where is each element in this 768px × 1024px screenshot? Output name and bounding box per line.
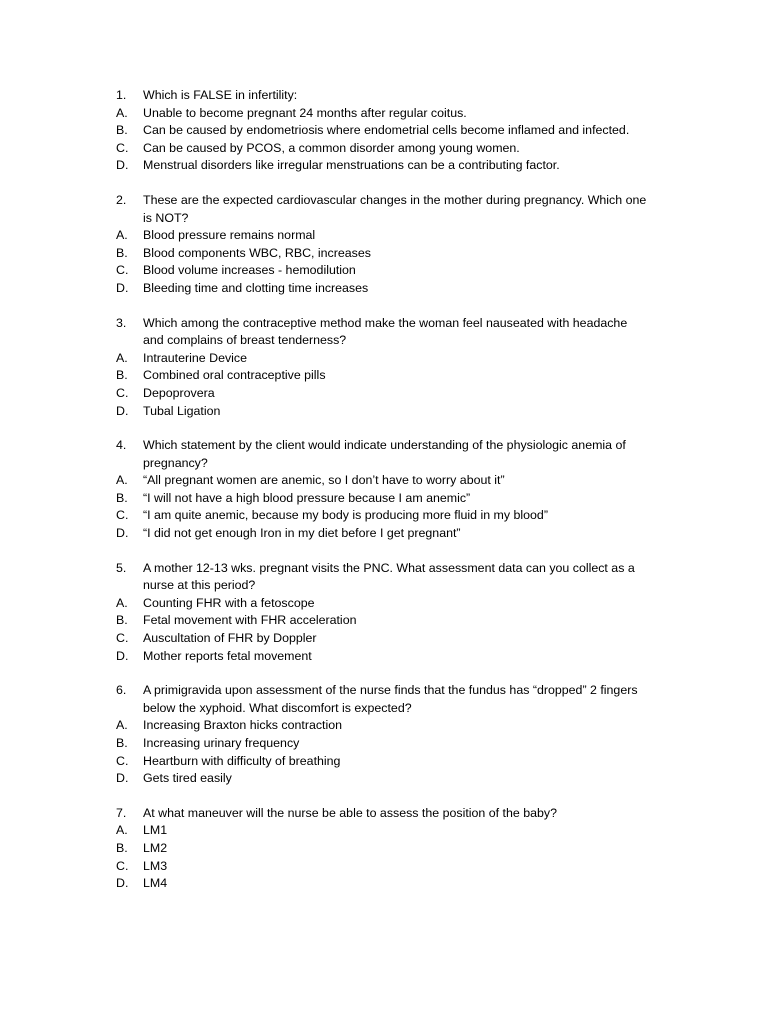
option-letter: C.	[116, 631, 129, 646]
option-line	[0, 350, 768, 368]
option-text: “I will not have a high blood pressure because I am anemic”	[143, 490, 471, 505]
question-block	[0, 87, 768, 175]
option-text: Blood volume increases - hemodilution	[143, 263, 356, 278]
question-line	[0, 805, 768, 823]
question-number: 7.	[116, 805, 127, 820]
option-line	[0, 280, 768, 298]
option-text: Heartburn with difficulty of breathing	[143, 753, 341, 768]
option-letter: C.	[116, 508, 129, 523]
question-block	[0, 682, 768, 788]
question-text: A primigravida upon assessment of the nurse finds that the fundus has “dropped” 2 fingers below the xyphoid. What discomfort is expected?	[143, 683, 638, 715]
option-text: LM2	[143, 840, 168, 855]
option-text: Increasing urinary frequency	[143, 736, 300, 750]
question-text: A mother 12-13 wks. pregnant visits the PNC. What assessment data can you collect as a nurse at this period?	[143, 560, 635, 593]
option-line	[0, 507, 768, 525]
option-text: Blood components WBC, RBC, increases	[143, 245, 371, 260]
option-letter: A.	[116, 228, 128, 243]
option-letter: D.	[116, 526, 129, 541]
option-text: LM1	[143, 823, 168, 838]
option-text: LM4	[143, 876, 168, 891]
question-block	[0, 437, 768, 543]
option-letter: B.	[116, 490, 128, 505]
option-letter: D.	[116, 648, 129, 663]
option-text: Combined oral contraceptive pills	[143, 368, 326, 383]
question-text: Which statement by the client would indicate understanding of the physiologic anemia of pregnancy?	[143, 438, 626, 470]
option-line	[0, 367, 768, 385]
question-block	[0, 315, 768, 421]
option-text: “I did not get enough Iron in my diet before I get pregnant”	[143, 526, 461, 541]
option-text: Increasing Braxton hicks contraction	[143, 718, 343, 733]
option-line	[0, 403, 768, 421]
option-letter: C.	[116, 385, 129, 400]
option-letter: B.	[116, 736, 128, 750]
option-line	[0, 648, 768, 666]
option-text: “I am quite anemic, because my body is producing more fluid in my blood”	[143, 508, 548, 523]
option-line	[0, 753, 768, 771]
question-line	[0, 315, 768, 350]
option-line	[0, 595, 768, 613]
option-letter: A.	[116, 350, 128, 365]
option-letter: A.	[116, 595, 128, 610]
option-text: Mother reports fetal movement	[143, 648, 312, 663]
option-text: Intrauterine Device	[143, 350, 247, 365]
question-number: 1.	[116, 88, 127, 102]
option-letter: A.	[116, 473, 128, 488]
option-line	[0, 262, 768, 280]
question-block	[0, 560, 768, 666]
question-number: 5.	[116, 560, 127, 575]
option-line	[0, 490, 768, 508]
option-line	[0, 122, 768, 140]
option-letter: D.	[116, 403, 129, 418]
option-line	[0, 157, 768, 175]
question-number: 2.	[116, 192, 127, 207]
option-text: Blood pressure remains normal	[143, 228, 316, 243]
question-line	[0, 192, 768, 227]
question-line	[0, 87, 768, 105]
option-line	[0, 245, 768, 263]
option-text: Bleeding time and clotting time increases	[143, 280, 369, 295]
question-number: 4.	[116, 438, 127, 453]
option-line	[0, 717, 768, 735]
question-block	[0, 192, 768, 298]
option-line	[0, 840, 768, 858]
option-letter: A.	[116, 718, 128, 733]
option-line	[0, 822, 768, 840]
option-letter: B.	[116, 840, 128, 855]
option-line	[0, 140, 768, 158]
option-line	[0, 472, 768, 490]
option-line	[0, 875, 768, 893]
option-letter: B.	[116, 245, 128, 260]
option-letter: D.	[116, 771, 129, 786]
question-number: 6.	[116, 683, 127, 698]
option-letter: B.	[116, 123, 128, 138]
option-line	[0, 735, 768, 753]
option-line	[0, 227, 768, 245]
option-letter: A.	[116, 823, 128, 838]
question-number: 3.	[116, 315, 127, 330]
option-line	[0, 612, 768, 630]
question-list	[0, 87, 768, 893]
option-line	[0, 770, 768, 788]
option-text: Gets tired easily	[143, 771, 232, 786]
option-line	[0, 385, 768, 403]
option-letter: A.	[116, 105, 128, 120]
option-text: Auscultation of FHR by Doppler	[143, 631, 317, 646]
question-text: At what maneuver will the nurse be able to assess the position of the baby?	[143, 805, 557, 820]
option-letter: C.	[116, 753, 129, 768]
option-text: Can be caused by PCOS, a common disorder among young women.	[143, 140, 520, 155]
option-line	[0, 630, 768, 648]
option-text: Counting FHR with a fetoscope	[143, 595, 315, 610]
question-line	[0, 560, 768, 595]
option-text: Can be caused by endometriosis where endometrial cells become inflamed and infected.	[143, 123, 630, 138]
option-letter: D.	[116, 876, 129, 891]
option-letter: C.	[116, 140, 129, 155]
option-text: Unable to become pregnant 24 months after regular coitus.	[143, 105, 467, 120]
option-letter: C.	[116, 263, 129, 278]
option-letter: B.	[116, 613, 128, 628]
question-line	[0, 682, 768, 717]
option-letter: D.	[116, 280, 129, 295]
question-text: These are the expected cardiovascular changes in the mother during pregnancy. Which one is NOT?	[143, 192, 647, 225]
option-line	[0, 105, 768, 123]
question-text: Which is FALSE in infertility:	[143, 88, 298, 102]
option-letter: C.	[116, 858, 129, 873]
question-text: Which among the contraceptive method make the woman feel nauseated with headache and complains of breast tenderness?	[143, 315, 628, 348]
option-letter: B.	[116, 368, 128, 383]
option-text: Depoprovera	[143, 385, 215, 400]
option-text: Tubal Ligation	[143, 403, 221, 418]
question-line	[0, 437, 768, 472]
option-text: Menstrual disorders like irregular menstruations can be a contributing factor.	[143, 158, 560, 173]
option-text: LM3	[143, 858, 168, 873]
option-text: Fetal movement with FHR acceleration	[143, 613, 357, 628]
option-letter: D.	[116, 158, 129, 173]
option-text: “All pregnant women are anemic, so I don’t have to worry about it”	[143, 473, 505, 488]
question-block	[0, 805, 768, 893]
option-line	[0, 858, 768, 876]
option-line	[0, 525, 768, 543]
